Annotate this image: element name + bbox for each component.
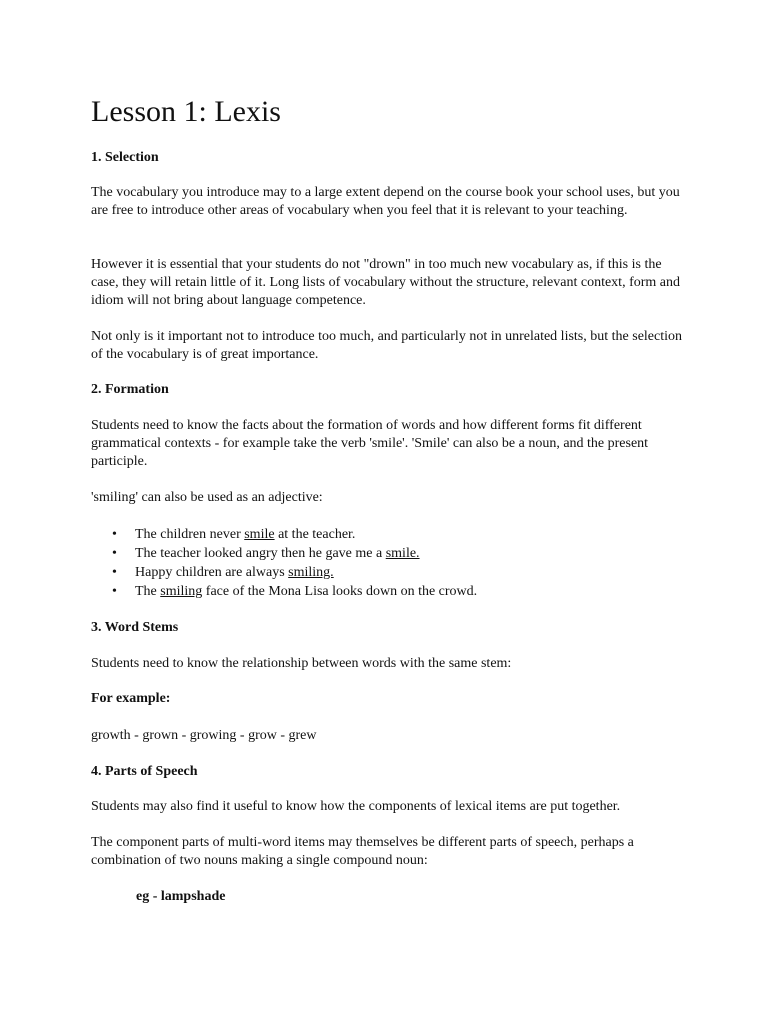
bullet-icon: • (112, 527, 117, 542)
heading-word-stems: 3. Word Stems (91, 620, 179, 635)
selection-paragraph-3: Not only is it important not to introduce too much, and particularly not in unrelated lists, but the selection of the vocabulary is of great importance. (91, 329, 683, 362)
selection-paragraph-2: However it is essential that your students do not "drown" in too much new vocabulary as, if this is the case, they will retain little of it. Long lists of vocabulary without the structure, relevant context, form and idiom will not bring about language competence. (91, 257, 680, 308)
parts-of-speech-paragraph-2: The component parts of multi-word items may themselves be different parts of speech, perhaps a combination of two nouns making a single compound noun: (91, 835, 634, 868)
list-item-text: Happy children are always (135, 565, 289, 580)
underlined-word: smile (244, 527, 275, 542)
bullet-icon: • (112, 565, 117, 580)
formation-paragraph-1: Students need to know the facts about the formation of words and how different forms fit different grammatical contexts - for example take the verb 'smile'. 'Smile' can also be a noun, and the present participle. (91, 418, 649, 469)
smile-examples-list (91, 525, 477, 601)
list-item-text: The teacher looked angry then he gave me a (135, 546, 386, 561)
formation-paragraph-2: 'smiling' can also be used as an adjective: (91, 490, 323, 505)
list-item (91, 563, 477, 582)
for-example-label: For example: (91, 691, 171, 706)
bullet-icon: • (112, 584, 117, 599)
selection-paragraph-1: The vocabulary you introduce may to a large extent depend on the course book your school uses, but you are free to introduce other areas of vocabulary when you feel that it is relevant to your teaching. (91, 185, 680, 218)
list-item-text: at the teacher. (274, 527, 356, 542)
list-item-text: The children never (135, 527, 245, 542)
list-item (91, 582, 477, 601)
underlined-word: smile. (385, 546, 420, 561)
underlined-word: smiling. (288, 565, 334, 580)
heading-parts-of-speech: 4. Parts of Speech (91, 764, 198, 779)
word-stem-example: growth - grown - growing - grow - grew (91, 728, 317, 743)
parts-of-speech-paragraph-1: Students may also find it useful to know how the components of lexical items are put together. (91, 799, 621, 814)
word-stems-paragraph: Students need to know the relationship between words with the same stem: (91, 656, 512, 671)
compound-noun-example: eg - lampshade (136, 889, 226, 904)
list-item (91, 525, 477, 544)
underlined-word: smiling (160, 584, 203, 599)
list-item-text: The (135, 584, 161, 599)
list-item-text: face of the Mona Lisa looks down on the crowd. (202, 584, 478, 599)
list-item (91, 544, 477, 563)
bullet-icon: • (112, 546, 117, 561)
heading-formation: 2. Formation (91, 382, 169, 397)
lesson-title: Lesson 1: Lexis (91, 95, 281, 128)
heading-selection: 1. Selection (91, 150, 159, 165)
